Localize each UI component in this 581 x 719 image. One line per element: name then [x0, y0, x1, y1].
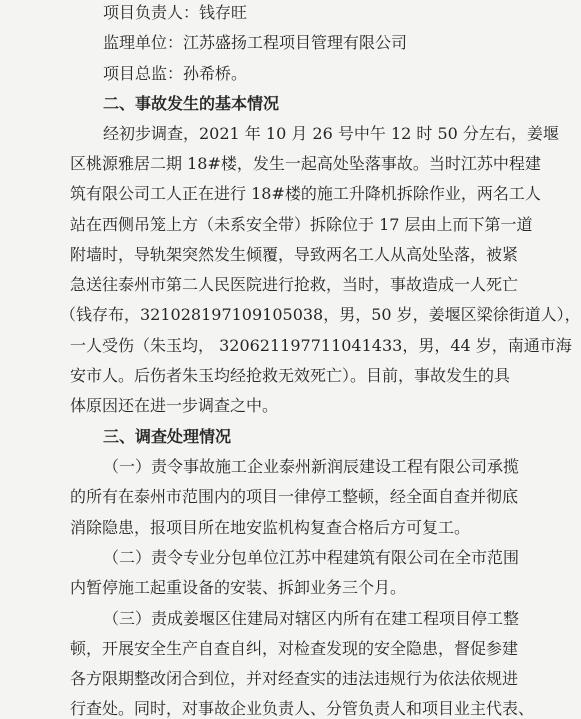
paragraph-line: （钱存布，321028197109105038，男，50 岁，姜堰区梁徐街道人），: [60, 305, 581, 324]
paragraph-line: 站在西侧吊笼上方（未系安全带）拆除位于 17 层由上而下第一道: [70, 215, 533, 234]
project-director-line: [103, 64, 247, 84]
paragraph-line: （一）责令事故施工企业泰州新润辰建设工程有限公司承揽: [103, 457, 520, 476]
paragraph-line: （三）责成姜堰区住建局对辖区内所有在建工程项目停工整: [103, 609, 520, 628]
paragraph-line: 安市人。后伤者朱玉均经抢救无效死亡）。目前，事故发生的具: [70, 366, 511, 385]
paragraph-line: 各方限期整改闭合到位，并对经查实的违法违规行为依法依规进: [70, 669, 519, 688]
field-label: 项目总监：: [103, 64, 184, 83]
paragraph-line: 急送往泰州市第二人民医院进行抢救，当时，事故造成一人死亡: [70, 275, 519, 294]
section-heading: 二、事故发生的基本情况: [103, 94, 280, 113]
paragraph-line: 附墙时，导轨架突然发生倾覆，导致两名工人从高处坠落，被紧: [70, 245, 519, 264]
paragraph-line: 行查处。同时，对事故企业负责人、分管负责人和项目业主代表、: [70, 699, 535, 718]
paragraph-line: 一人受伤（朱玉均， 320621197711041433，男，44 岁，南通市海: [70, 336, 572, 355]
paragraph-line: （二）责令专业分包单位江苏中程建筑有限公司在全市范围: [103, 548, 520, 567]
field-value: 江苏盛扬工程项目管理有限公司: [183, 33, 408, 52]
field-value: 孙希桥。: [183, 64, 248, 83]
field-label: 监理单位：: [103, 33, 184, 52]
field-label: 项目负责人：: [103, 3, 200, 22]
paragraph-line: 体原因还在进一步调查之中。: [70, 396, 279, 415]
paragraph-line: 消除隐患，报项目所在地安监机构复查合格后方可复工。: [70, 518, 471, 537]
paragraph-line: 区桃源雅居二期 18#楼，发生一起高处坠落事故。当时江苏中程建: [70, 154, 541, 173]
paragraph-line: 筑有限公司工人正在进行 18#楼的施工升降机拆除作业，两名工人: [70, 184, 541, 203]
paragraph-line: 的所有在泰州市范围内的项目一律停工整顿，经全面自查并彻底: [70, 487, 519, 506]
paragraph-line: 经初步调查，2021 年 10 月 26 号中午 12 时 50 分左右，姜堰: [103, 124, 559, 143]
paragraph-line: 内暂停施工起重设备的安装、拆卸业务三个月。: [70, 578, 407, 597]
section-heading: 三、调查处理情况: [103, 427, 232, 446]
supervision-unit-line: [103, 33, 407, 53]
project-manager-line: [103, 3, 247, 23]
field-value: 钱存旺: [199, 3, 248, 22]
paragraph-line: 顿，开展安全生产自查自纠，对检查发现的安全隐患，督促参建: [70, 639, 519, 658]
